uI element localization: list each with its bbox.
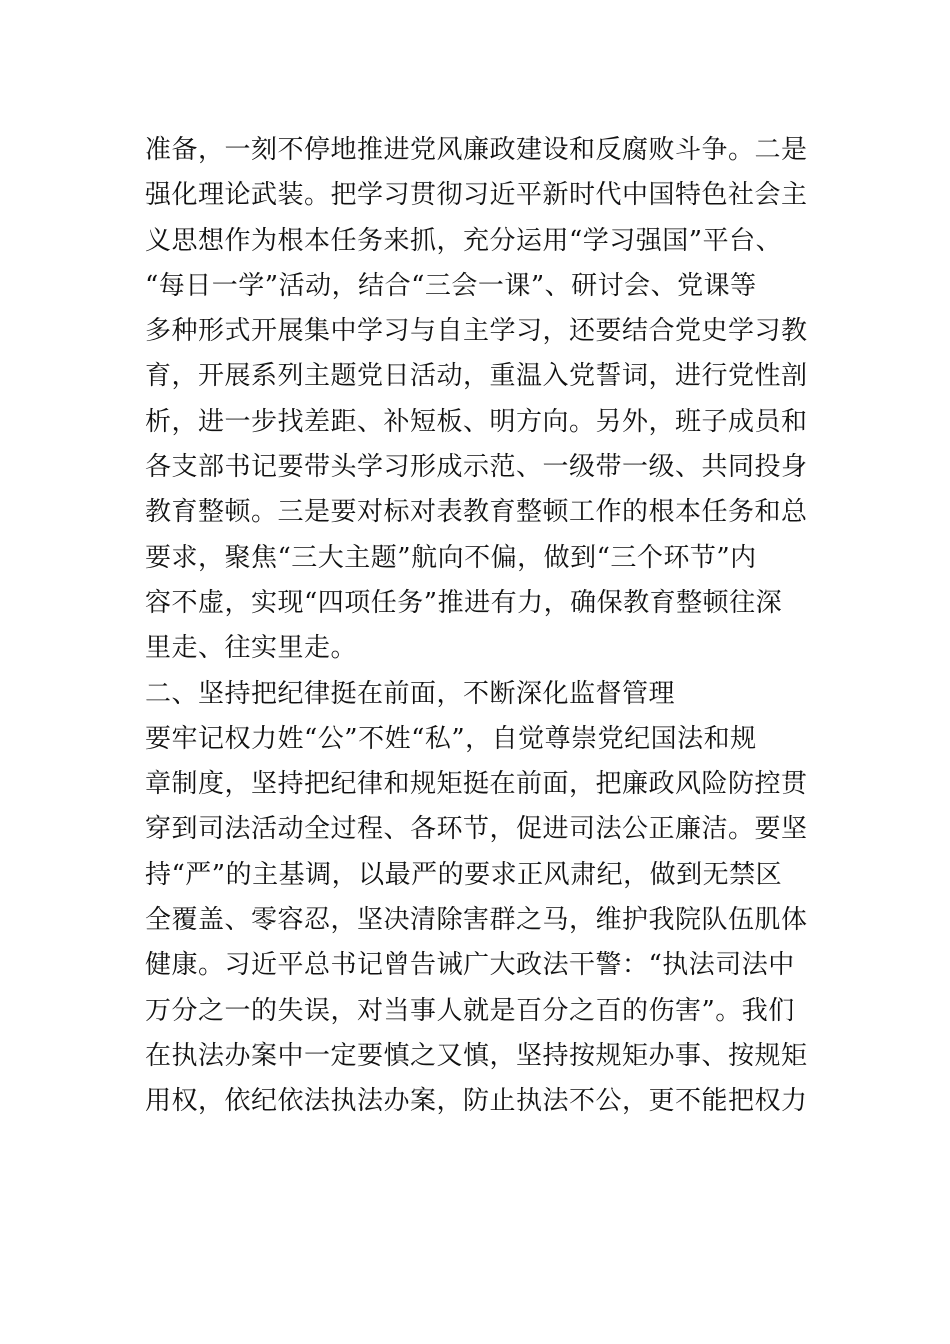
text-line: 育，开展系列主题党日活动，重温入党誓词，进行党性剖 [145,361,808,392]
text-line: 准备，一刻不停地推进党风廉政建设和反腐败斗争。二是 [145,135,808,165]
section-heading: 二、坚持把纪律挺在前面，不断深化监督管理 [145,678,676,709]
text-line: 持“严”的主基调，以最严的要求正风肃纪，做到无禁区 [145,859,783,890]
text-line: 强化理论武装。把学习贯彻习近平新时代中国特色社会主 [145,180,808,211]
text-line: 穿到司法活动全过程、各环节，促进司法公正廉洁。要坚 [145,814,808,845]
text-line: 要牢记权力姓“公”不姓“私”，自觉尊崇党纪国法和规 [145,723,757,754]
text-line: 在执法办案中一定要慎之又慎，坚持按规矩办事、按规矩 [145,1040,808,1071]
text-line: 章制度，坚持把纪律和规矩挺在前面，把廉政风险防控贯 [145,769,808,800]
text-line: “每日一学”活动，结合“三会一课”、研讨会、党课等 [145,270,757,301]
text-line: 健康。习近平总书记曾告诫广大政法干警：“执法司法中 [145,950,795,981]
text-line: 教育整顿。三是要对标对表教育整顿工作的根本任务和总 [145,497,808,528]
text-line: 析，进一步找差距、补短板、明方向。另外，班子成员和 [145,406,808,437]
text-line: 多种形式开展集中学习与自主学习，还要结合党史学习教 [145,316,808,347]
text-line: 全覆盖、零容忍，坚决清除害群之马，维护我院队伍肌体 [145,905,808,936]
text-line: 各支部书记要带头学习形成示范、一级带一级、共同投身 [145,452,808,483]
text-line: 万分之一的失误，对当事人就是百分之百的伤害”。我们 [145,995,795,1026]
text-line: 用权，依纪依法执法办案，防止执法不公，更不能把权力 [145,1086,808,1117]
text-line: 要求，聚焦“三大主题”航向不偏，做到“三个环节”内 [145,542,757,573]
text-line: 里走、往实里走。 [145,633,358,664]
text-line: 义思想作为根本任务来抓，充分运用“学习强国”平台、 [145,225,783,256]
document-body [145,128,815,1125]
text-line: 容不虚，实现“四项任务”推进有力，确保教育整顿往深 [145,587,783,618]
